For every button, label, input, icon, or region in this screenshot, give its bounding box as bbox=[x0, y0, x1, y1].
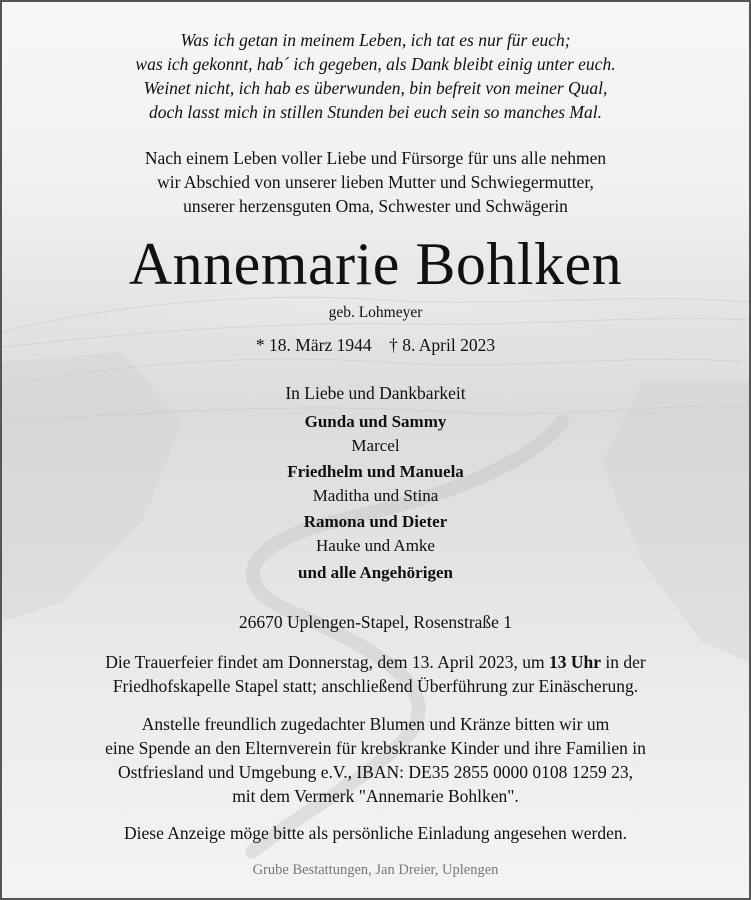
intro-line-1: Nach einem Leben voller Liebe und Fürsorge für uns alle nehmen bbox=[144, 148, 607, 168]
family-2-parents: Friedhelm und Manuela bbox=[287, 462, 464, 481]
funeral-time: 13 Uhr bbox=[549, 652, 602, 672]
other-relatives: und alle Angehörigen bbox=[298, 563, 453, 582]
family-1-parents: Gunda und Sammy bbox=[304, 412, 447, 431]
family-2-children: Maditha und Stina bbox=[312, 486, 439, 505]
donation-line-4: mit dem Vermerk "Annemarie Bohlken". bbox=[232, 786, 519, 806]
address: 26670 Uplengen-Stapel, Rosenstraße 1 bbox=[238, 612, 513, 632]
poem-line-3: Weinet nicht, ich hab es überwunden, bin befreit von meiner Qual, bbox=[143, 78, 608, 98]
intro-line-3: unserer herzensguten Oma, Schwester und Schwägerin bbox=[183, 196, 568, 216]
family-1-children: Marcel bbox=[351, 436, 400, 455]
funeral-text-pre: Die Trauerfeier findet am Donnerstag, dem 13. April 2023, um bbox=[105, 652, 549, 672]
poem-line-4: doch lasst mich in stillen Stunden bei euch sein so manches Mal. bbox=[149, 102, 602, 122]
undertaker-credit: Grube Bestattungen, Jan Dreier, Uplengen bbox=[252, 862, 499, 878]
donation-line-2: eine Spende an den Elternverein für krebskranke Kinder und ihre Familien in bbox=[105, 738, 646, 758]
funeral-line-2: Friedhofskapelle Stapel statt; anschließend Überführung zur Einäscherung. bbox=[112, 676, 639, 696]
poem-line-1: Was ich getan in meinem Leben, ich tat es nur für euch; bbox=[180, 30, 571, 50]
deceased-name: Annemarie Bohlken bbox=[128, 231, 623, 297]
maiden-name: geb. Lohmeyer bbox=[328, 304, 423, 321]
family-3-children: Hauke und Amke bbox=[316, 536, 435, 555]
family-3-parents: Ramona und Dieter bbox=[303, 512, 448, 531]
intro-line-2: wir Abschied von unserer lieben Mutter und Schwiegermutter, bbox=[157, 172, 594, 192]
donation-line-1: Anstelle freundlich zugedachter Blumen und Kränze bitten wir um bbox=[141, 714, 610, 734]
funeral-line-1 bbox=[2, 652, 749, 673]
mourners-heading: In Liebe und Dankbarkeit bbox=[285, 383, 466, 403]
funeral-text-post: in der bbox=[601, 652, 646, 672]
life-dates: * 18. März 1944 † 8. April 2023 bbox=[255, 335, 496, 355]
poem-line-2: was ich gekonnt, hab´ ich gegeben, als Dank bleibt einig unter euch. bbox=[135, 54, 616, 74]
invitation-note: Diese Anzeige möge bitte als persönliche Einladung angesehen werden. bbox=[124, 823, 627, 843]
donation-line-3: Ostfriesland und Umgebung e.V., IBAN: DE35 2855 0000 0108 1259 23, bbox=[118, 762, 633, 782]
